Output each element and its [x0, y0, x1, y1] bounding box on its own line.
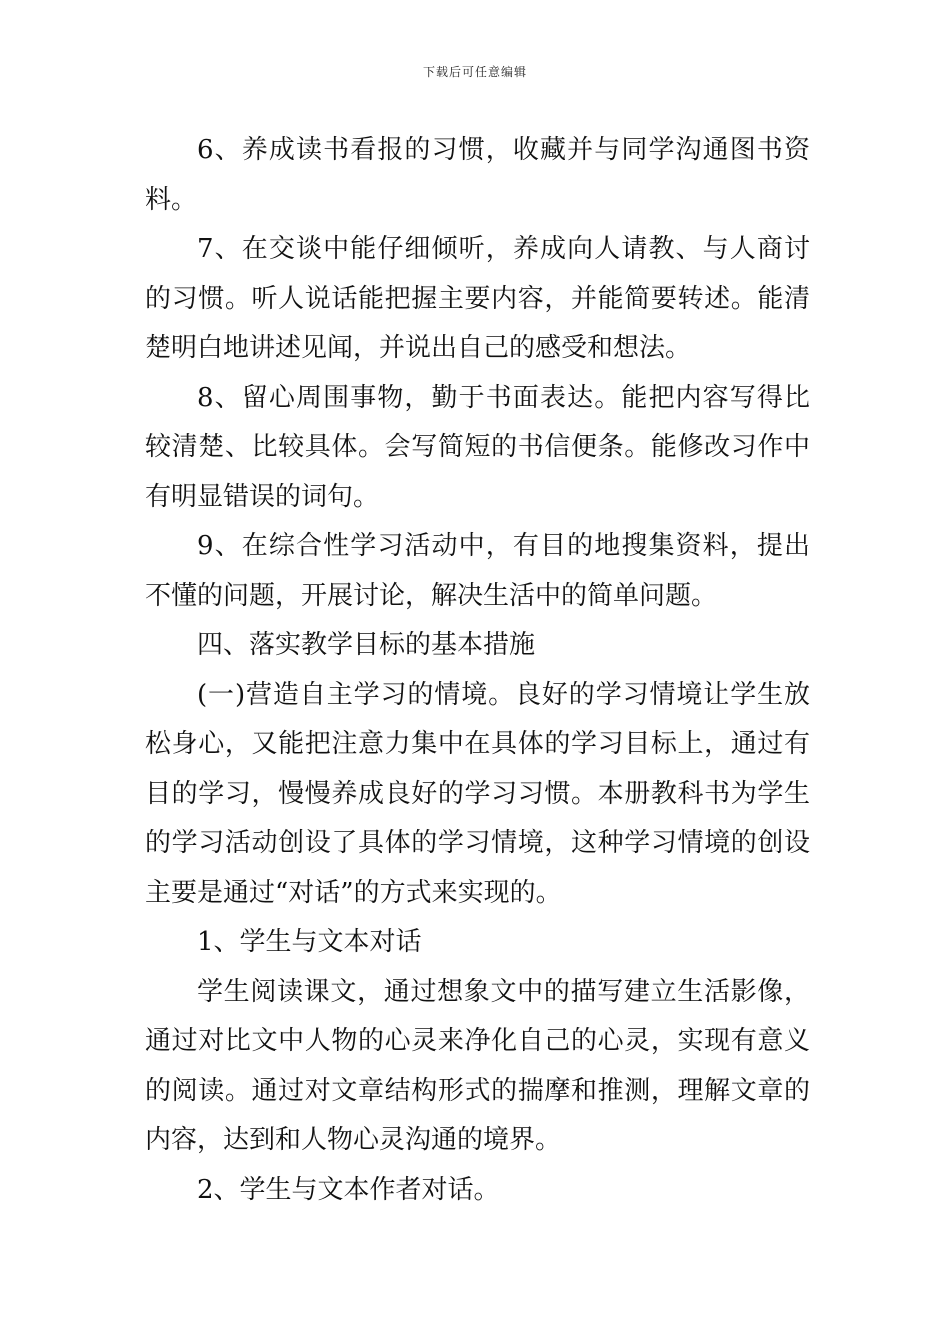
section-heading-4: 四、落实教学目标的基本措施 — [197, 630, 536, 660]
paragraph-item-7: 7、在交谈中能仔细倾听，养成向人请教、与人商讨的习惯。听人说话能把握主要内容，并能简要转述。能清楚明白地讲述见闻，并说出自己的感受和想法。 — [145, 234, 810, 363]
paragraph-item-8: 8、留心周围事物，勤于书面表达。能把内容写得比较清楚、比较具体。会写简短的书信便条。能修改习作中有明显错误的词句。 — [145, 382, 810, 512]
paragraph-item-6: 6、养成读书看报的习惯，收藏并与同学沟通图书资料。 — [145, 135, 810, 215]
paragraph-item-9: 9、在综合性学习活动中，有目的地搜集资料，提出不懂的问题，开展讨论，解决生活中的简单问题。 — [145, 531, 810, 611]
subheading-dialogue-text: 1、学生与文本对话 — [197, 927, 422, 957]
document-body — [145, 126, 810, 1215]
page-header: 下载后可任意编辑 — [422, 65, 527, 79]
paragraph-measure-1: (一)营造自主学习的情境。良好的学习情境让学生放松身心，又能把注意力集中在具体的学习目标上，通过有目的学习，慢慢养成良好的学习习惯。本册教科书为学生的学习活动创设了具体的学习情境，这种学习情境的创设主要是通过“对话”的方式来实现的。 — [145, 679, 810, 908]
paragraph-dialogue-text: 学生阅读课文，通过想象文中的描写建立生活影像，通过对比文中人物的心灵来净化自己的心灵，实现有意义的阅读。通过对文章结构形式的揣摩和推测，理解文章的内容，达到和人物心灵沟通的境界。 — [145, 976, 810, 1155]
subheading-dialogue-author: 2、学生与文本作者对话。 — [197, 1174, 500, 1205]
